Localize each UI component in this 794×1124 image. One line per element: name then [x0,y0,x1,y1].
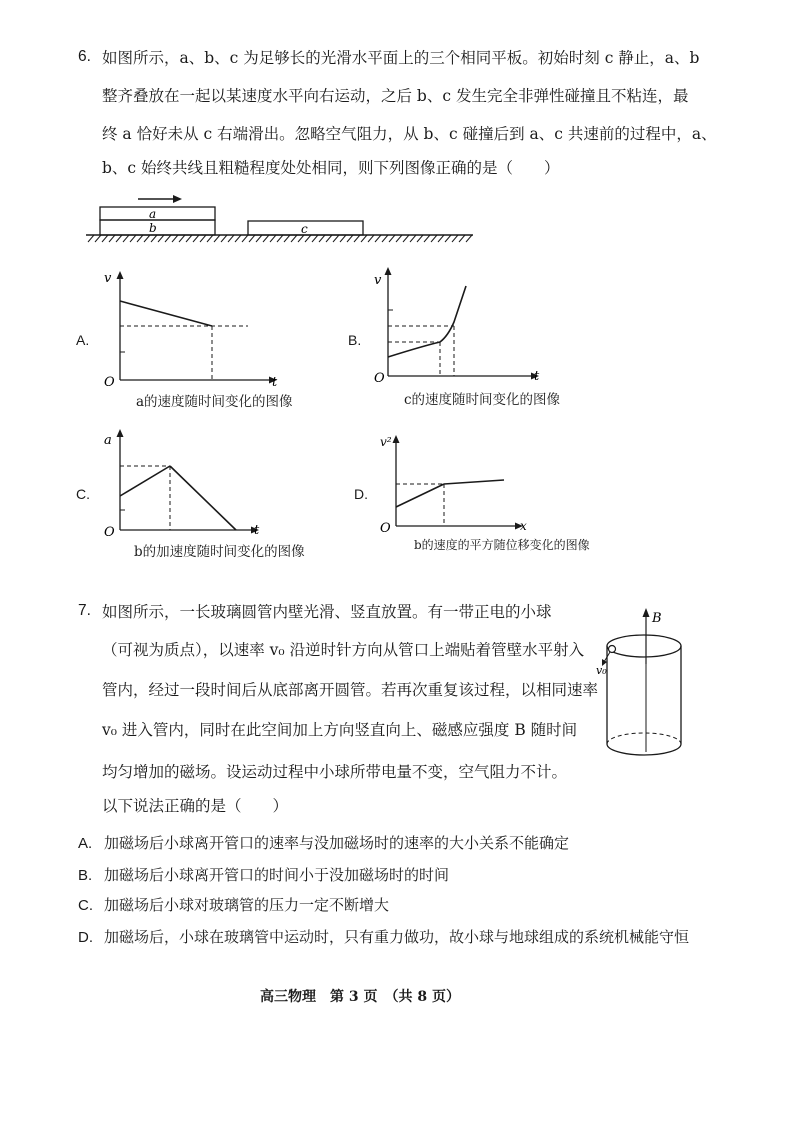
q6-a-y-axis-label: v [104,271,112,286]
q6-option-c-graph [100,426,290,542]
q6-d-origin: O [380,521,391,536]
hatch-stroke [382,235,388,242]
q6-stem-line-3: 终 a 恰好未从 c 右端滑出。忽略空气阻力，从 b、c 碰撞后到 a、c 共速前的过程中，a、 [102,125,717,143]
hatch-stroke [172,235,178,242]
hatch-stroke [242,235,248,242]
q7-option-a [78,832,569,853]
hatch-stroke [333,235,339,242]
q6-c-y-axis-label: a [104,433,112,448]
hatch-stroke [284,235,290,242]
q7-option-c-text: 加磁场后小球对玻璃管的压力一定不断增大 [104,896,390,914]
hatch-stroke [88,235,94,242]
q7-stem-line-3: 管内，经过一段时间后从底部离开圆管。若再次重复该过程，以相同速率 [102,681,599,699]
hatch-stroke [459,235,465,242]
hatch-stroke [214,235,220,242]
plate-c-label: c [301,222,308,236]
q7-option-d [78,926,689,947]
hatch-stroke [249,235,255,242]
hatch-stroke [277,235,283,242]
hatch-stroke [158,235,164,242]
q7-stem-line-4: v₀ 进入管内，同时在此空间加上方向竖直向上、磁感应强度 B 随时间 [102,721,578,739]
hatch-stroke [256,235,262,242]
hatch-stroke [144,235,150,242]
hatch-stroke [466,235,472,242]
q7-option-c [78,894,389,915]
q7-option-a-text: 加磁场后小球离开管口的速率与没加磁场时的速率的大小关系不能确定 [104,834,570,852]
hatch-stroke [438,235,444,242]
q6-option-d-caption: b的速度的平方随位移变化的图像 [414,538,590,552]
q6-option-a-letter: A. [76,332,90,348]
q6-option-c-letter: C. [76,486,90,502]
q6-number: 6. [78,48,91,65]
hatch-stroke [130,235,136,242]
q7-option-b-letter: B. [78,867,93,884]
velocity-v0-label: v₀ [596,664,607,677]
hatch-stroke [319,235,325,242]
q7-option-d-text: 加磁场后，小球在玻璃管中运动时，只有重力做功，故小球与地球组成的系统机械能守恒 [104,928,690,946]
hatch-stroke [270,235,276,242]
hatch-stroke [326,235,332,242]
hatch-stroke [109,235,115,242]
q6-c-origin: O [104,525,115,540]
hatch-stroke [452,235,458,242]
q6-stem-line-4: b、c 始终共线且粗糙程度处处相同，则下列图像正确的是（ ） [102,159,560,177]
q6-option-b-caption: c的速度随时间变化的图像 [404,392,561,408]
hatch-stroke [368,235,374,242]
q6-stem-line-1: 如图所示，a、b、c 为足够长的光滑水平面上的三个相同平板。初始时刻 c 静止，a、b [102,49,700,67]
plate-b [100,220,215,235]
q6-a-x-axis-label: t [272,375,278,388]
q7-stem-line-2: （可视为质点），以速率 v₀ 沿逆时针方向从管口上端贴着管壁水平射入 [102,641,585,659]
hatch-stroke [410,235,416,242]
plate-a [100,207,215,220]
q6-option-d-graph [376,432,546,538]
q7-option-c-letter: C. [78,897,93,914]
hatch-stroke [165,235,171,242]
hatch-stroke [137,235,143,242]
hatch-stroke [102,235,108,242]
hatch-stroke [389,235,395,242]
hatch-stroke [123,235,129,242]
q6-b-x-axis-label: t [534,369,540,384]
hatch-stroke [235,235,241,242]
q7-option-a-letter: A. [78,835,93,852]
hatch-stroke [375,235,381,242]
hatch-stroke [193,235,199,242]
q6-option-b-letter: B. [348,332,362,348]
q7-stem-line-1: 如图所示，一长玻璃圆管内壁光滑、竖直放置。有一带正电的小球 [102,603,552,621]
charged-ball [609,646,616,653]
hatch-stroke [431,235,437,242]
hatch-stroke [424,235,430,242]
hatch-stroke [417,235,423,242]
q6-a-origin: O [104,375,115,388]
hatch-stroke [347,235,353,242]
q6-d-x-axis-label: x [520,519,527,533]
hatch-stroke [354,235,360,242]
q6-d-y-axis-label: v² [380,435,392,449]
q6-b-origin: O [374,371,385,386]
q6-option-a-caption: a的速度随时间变化的图像 [136,394,293,410]
hatch-stroke [340,235,346,242]
q7-stem-line-5: 均匀增加的磁场。设运动过程中小球所带电量不变，空气阻力不计。 [102,763,568,781]
q7-number: 7. [78,602,91,619]
q7-option-b [78,864,449,885]
hatch-stroke [445,235,451,242]
q6-option-a-graph [100,268,290,388]
hatch-stroke [151,235,157,242]
q7-option-d-letter: D. [78,929,93,946]
q6-option-b-graph [368,264,558,388]
hatch-stroke [200,235,206,242]
hatch-stroke [291,235,297,242]
hatch-stroke [305,235,311,242]
q7-stem-line-6: 以下说法正确的是（ ） [102,797,289,815]
hatch-stroke [116,235,122,242]
q6-b-y-axis-label: v [374,273,382,288]
hatch-stroke [361,235,367,242]
plate-a-label: a [149,207,157,221]
hatch-stroke [207,235,213,242]
hatch-stroke [298,235,304,242]
ground-hatching [88,235,472,242]
q7-option-b-text: 加磁场后小球离开管口的时间小于没加磁场时的时间 [104,866,450,884]
hatch-stroke [228,235,234,242]
q6-plates-figure [78,190,478,250]
q6-stem-line-2: 整齐叠放在一起以某速度水平向右运动，之后 b、c 发生完全非弹性碰撞且不粘连，最 [102,87,689,105]
hatch-stroke [396,235,402,242]
field-b-label: B [652,611,662,626]
q6-c-x-axis-label: t [254,523,260,538]
hatch-stroke [179,235,185,242]
page-footer: 高三物理 第 3 页 （共 8 页） [260,989,460,1005]
hatch-stroke [403,235,409,242]
hatch-stroke [221,235,227,242]
plate-b-label: b [149,221,157,235]
hatch-stroke [95,235,101,242]
hatch-stroke [312,235,318,242]
hatch-stroke [186,235,192,242]
hatch-stroke [263,235,269,242]
q6-option-d-letter: D. [354,486,368,502]
q7-tube-figure [596,604,706,766]
q6-option-c-caption: b的加速度随时间变化的图像 [134,544,305,560]
